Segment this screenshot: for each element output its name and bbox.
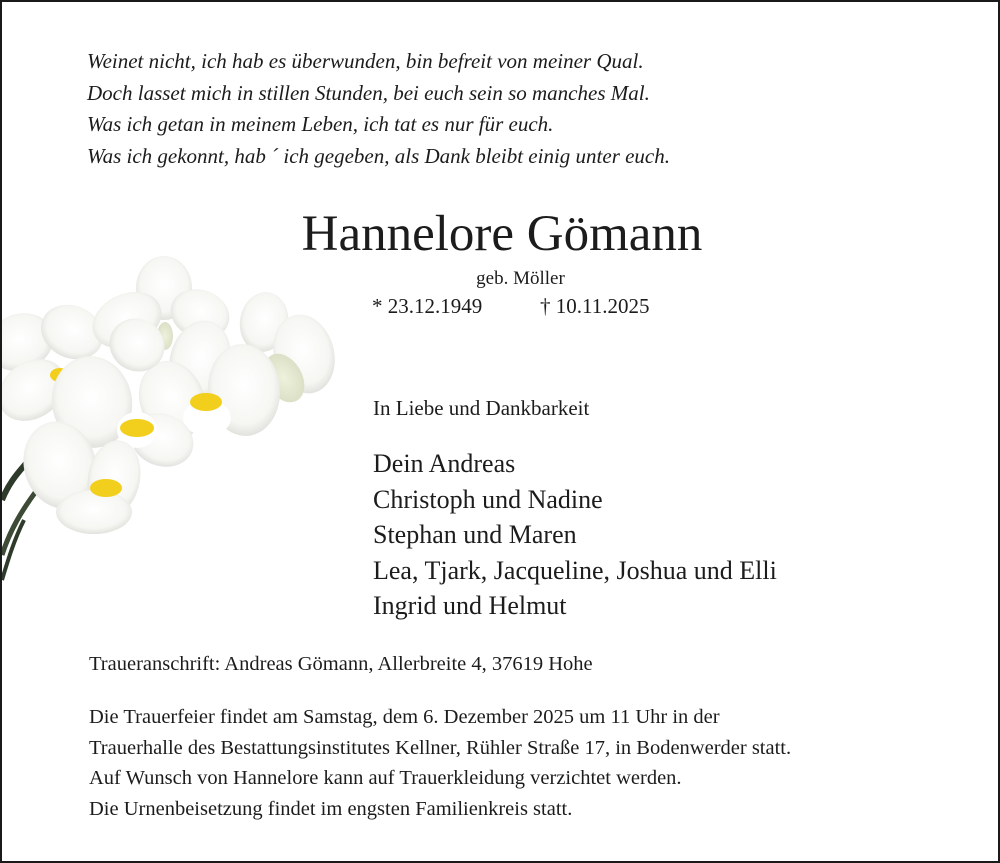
poem-line: Doch lasset mich in stillen Stunden, bei euch sein so manches Mal.	[87, 80, 650, 105]
poem-line: Weinet nicht, ich hab es überwunden, bin befreit von meiner Qual.	[87, 49, 644, 73]
mourner-list	[373, 446, 777, 624]
poem-line: Was ich getan in meinem Leben, ich tat es nur für euch.	[87, 112, 554, 136]
death-date: † 10.11.2025	[540, 294, 650, 318]
details-line: Die Trauerfeier findet am Samstag, dem 6. Dezember 2025 um 11 Uhr in der	[89, 706, 720, 728]
poem-line: Was ich gekonnt, hab ´ ich gegeben, als Dank bleibt einig unter euch.	[87, 143, 671, 168]
memorial-poem	[87, 46, 670, 172]
mourner-name: Lea, Tjark, Jacqueline, Joshua und Elli	[373, 555, 777, 585]
details-line: Die Urnenbeisetzung findet im engsten Familienkreis statt.	[89, 797, 573, 820]
birth-date: * 23.12.1949	[372, 294, 483, 318]
mourner-name: Ingrid und Helmut	[373, 591, 567, 620]
deceased-name: Hannelore Gömann	[301, 206, 703, 262]
mourning-address: Traueranschrift: Andreas Gömann, Allerbreite 4, 37619 Hohe	[89, 653, 593, 675]
details-line: Trauerhalle des Bestattungsinstitutes Kellner, Rühler Straße 17, in Bodenwerder statt.	[89, 736, 792, 759]
details-line: Auf Wunsch von Hannelore kann auf Trauerkleidung verzichtet werden.	[89, 767, 682, 789]
mourner-name: Stephan und Maren	[373, 520, 577, 549]
funeral-details	[89, 702, 791, 824]
dedication-line: In Liebe und Dankbarkeit	[373, 396, 590, 420]
birth-name: geb. Möller	[476, 268, 565, 289]
mourner-name: Dein Andreas	[373, 449, 516, 478]
mourner-name: Christoph und Nadine	[373, 484, 603, 514]
orchid-image	[2, 250, 342, 590]
